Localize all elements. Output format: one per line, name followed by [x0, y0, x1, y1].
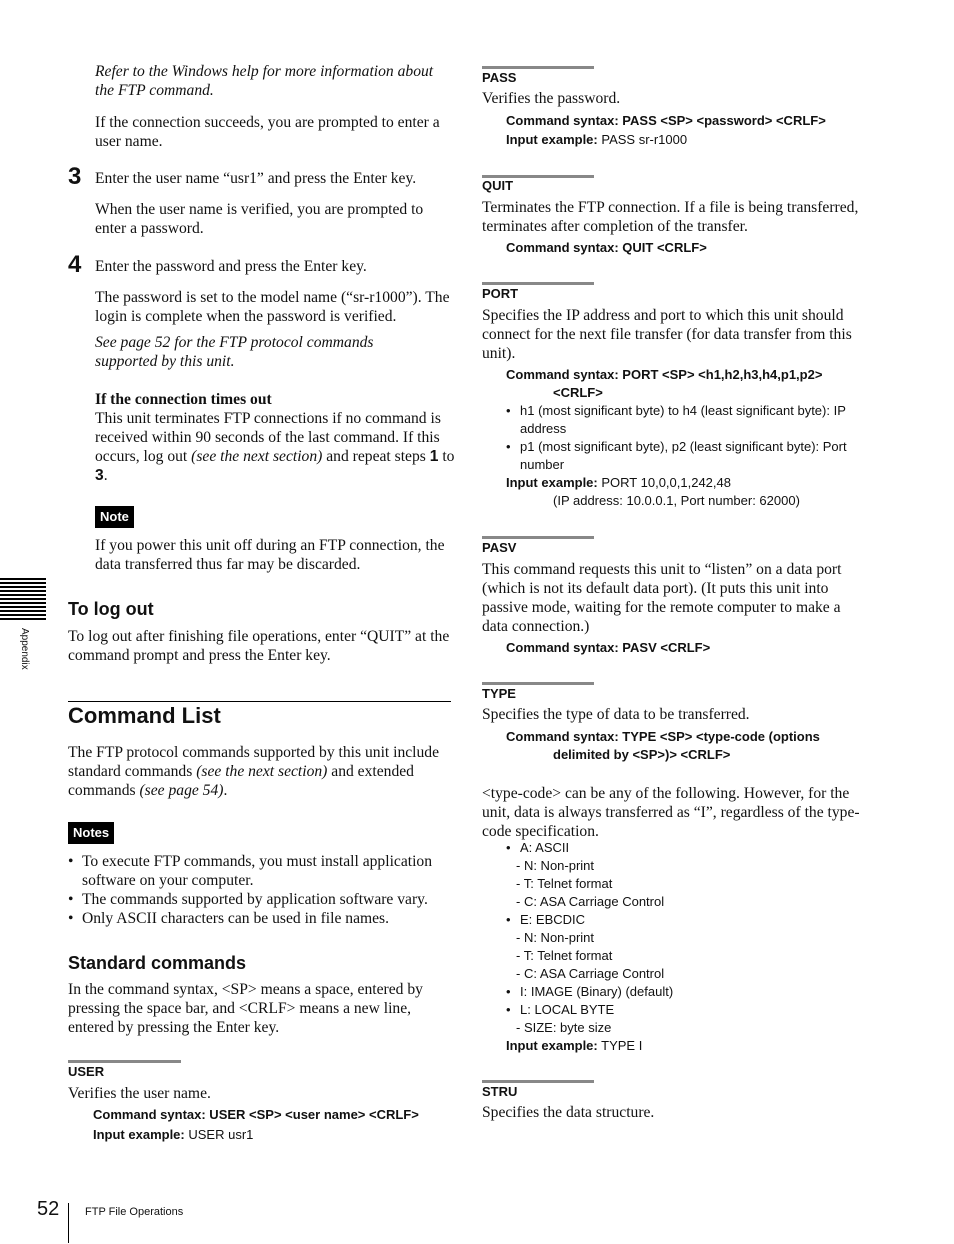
- list-item: - C: ASA Carriage Control: [516, 966, 665, 981]
- port-syntax: Command syntax: PORT <SP> <h1,h2,h3,h4,p1,p2> <CRLF> • h1 (most significant byte) to h4 (least significant byte): IP address • p1 (most significant byte), p2 (least significant byte): Port number Input example: PORT 10,0,0,1,242,48 (IP address: 10.0.0.1, Port number: 62000): [506, 366, 866, 510]
- pasv-rule: [482, 536, 594, 539]
- section-tab-label: Appendix: [19, 628, 30, 670]
- user-command-heading: USER: [68, 1064, 105, 1079]
- connect-paragraph: If the connection succeeds, you are prompted to enter a user name.: [95, 114, 440, 150]
- timeout-paragraph: This unit terminates FTP connections if no command is received within 90 seconds of the last command. If this occurs, log out (see the next section) and repeat steps 1 to 3.: [95, 410, 455, 484]
- type-code-list: • A: ASCII - N: Non-print - T: Telnet format - C: ASA Carriage Control • E: EBCDIC - N: Non-print - T: Telnet format - C: ASA Carriage Control • I: IMAGE (Binary) (default) • L: LOCAL BYTE - SIZE: byte size Input example: TYPE I: [506, 839, 866, 1055]
- step-4-paragraph: The password is set to the model name (“sr-r1000”). The login is complete when the password is verified.: [95, 289, 450, 325]
- standard-commands-text: In the command syntax, <SP> means a space, entered by pressing the space bar, and <CRLF> means a new line, entered by pressing the Enter key.: [68, 981, 423, 1036]
- step-4-text: Enter the password and press the Enter key.: [95, 258, 367, 275]
- pass-command-heading: PASS: [482, 70, 517, 85]
- quit-description: Terminates the FTP connection. If a file is being transferred, terminates after completion of the transfer.: [482, 199, 859, 235]
- type-rule: [482, 682, 594, 685]
- standard-commands-heading: Standard commands: [68, 953, 247, 973]
- type-description: Specifies the type of data to be transferred.: [482, 706, 750, 723]
- step-4-see-reference: See page 52 for the FTP protocol commands supported by this unit.: [95, 334, 374, 370]
- command-list-heading: Command List: [68, 703, 221, 728]
- quit-command-heading: QUIT: [482, 178, 514, 193]
- stru-rule: [482, 1080, 594, 1083]
- windows-help-note: Refer to the Windows help for more information about the FTP command.: [95, 63, 434, 99]
- note-badge: Note: [95, 506, 134, 528]
- list-item: • h1 (most significant byte) to h4 (least significant byte): IP address: [506, 402, 866, 438]
- list-item: • Only ASCII characters can be used in file names.: [68, 909, 452, 928]
- list-item: - SIZE: byte size: [516, 1020, 612, 1035]
- notes-badge: Notes: [68, 822, 114, 844]
- type-code-paragraph: <type-code> can be any of the following. However, for the unit, data is always transferred as “I”, regardless of the type-code specification.: [482, 785, 860, 840]
- user-rule: [68, 1060, 181, 1063]
- list-item: • I: IMAGE (Binary) (default): [506, 983, 866, 1001]
- user-syntax: Command syntax: USER <SP> <user name> <CRLF> Input example: USER usr1: [93, 1107, 419, 1142]
- step-number-4: 4: [68, 251, 82, 278]
- list-item: • To execute FTP commands, you must install application software on your computer.: [68, 852, 452, 890]
- footer-divider: [68, 1203, 69, 1243]
- quit-syntax: Command syntax: QUIT <CRLF>: [506, 240, 707, 255]
- footer-section-title: FTP File Operations: [85, 1206, 184, 1218]
- pasv-command-heading: PASV: [482, 540, 517, 555]
- pasv-syntax: Command syntax: PASV <CRLF>: [506, 640, 711, 655]
- note-text: If you power this unit off during an FTP connection, the data transferred thus far may be discarded.: [95, 537, 445, 573]
- port-command-heading: PORT: [482, 286, 519, 301]
- notes-list: [68, 852, 452, 928]
- pass-description: Verifies the password.: [482, 90, 621, 107]
- user-description: Verifies the user name.: [68, 1085, 211, 1102]
- list-item: - T: Telnet format: [516, 948, 613, 963]
- log-out-heading: To log out: [68, 599, 154, 619]
- pass-rule: [482, 66, 594, 69]
- step-3-text: Enter the user name “usr1” and press the Enter key.: [95, 170, 417, 187]
- list-item: • p1 (most significant byte), p2 (least significant byte): Port number: [506, 438, 866, 474]
- timeout-heading: If the connection times out: [95, 391, 272, 408]
- command-list-paragraph: The FTP protocol commands supported by this unit include standard commands (see the next section) and extended commands (see page 54).: [68, 744, 440, 799]
- type-syntax: Command syntax: TYPE <SP> <type-code (options delimited by <SP>)> <CRLF>: [506, 729, 820, 762]
- stru-command-heading: STRU: [482, 1084, 518, 1099]
- stru-description: Specifies the data structure.: [482, 1104, 655, 1121]
- log-out-text: To log out after finishing file operations, enter “QUIT” at the command prompt and press the Enter key.: [68, 628, 450, 664]
- list-item: • E: EBCDIC: [506, 911, 866, 929]
- step-3-paragraph: When the user name is verified, you are prompted to enter a password.: [95, 201, 424, 237]
- page-number: 52: [37, 1198, 60, 1220]
- section-tab-stripes: [0, 578, 46, 620]
- list-item: • The commands supported by application software vary.: [68, 890, 452, 909]
- list-item: - T: Telnet format: [516, 876, 613, 891]
- type-command-heading: TYPE: [482, 686, 516, 701]
- list-item: • L: LOCAL BYTE: [506, 1001, 866, 1019]
- pass-syntax: Command syntax: PASS <SP> <password> <CRLF> Input example: PASS sr-r1000: [506, 113, 826, 147]
- pasv-description: This command requests this unit to “listen” on a data port (which is not its default data port). (It puts this unit into passive mode, waiting for the remote computer to make a data connection.): [482, 561, 842, 635]
- list-item: - N: Non-print: [516, 858, 595, 873]
- list-item: - C: ASA Carriage Control: [516, 894, 665, 909]
- list-item: - N: Non-print: [516, 930, 595, 945]
- list-item: • A: ASCII: [506, 839, 866, 857]
- step-number-3: 3: [68, 163, 82, 190]
- command-list-rule: [68, 701, 451, 702]
- port-description: Specifies the IP address and port to which this unit should connect for the next file transfer (for data transfer from this unit).: [482, 307, 852, 362]
- port-rule: [482, 282, 594, 285]
